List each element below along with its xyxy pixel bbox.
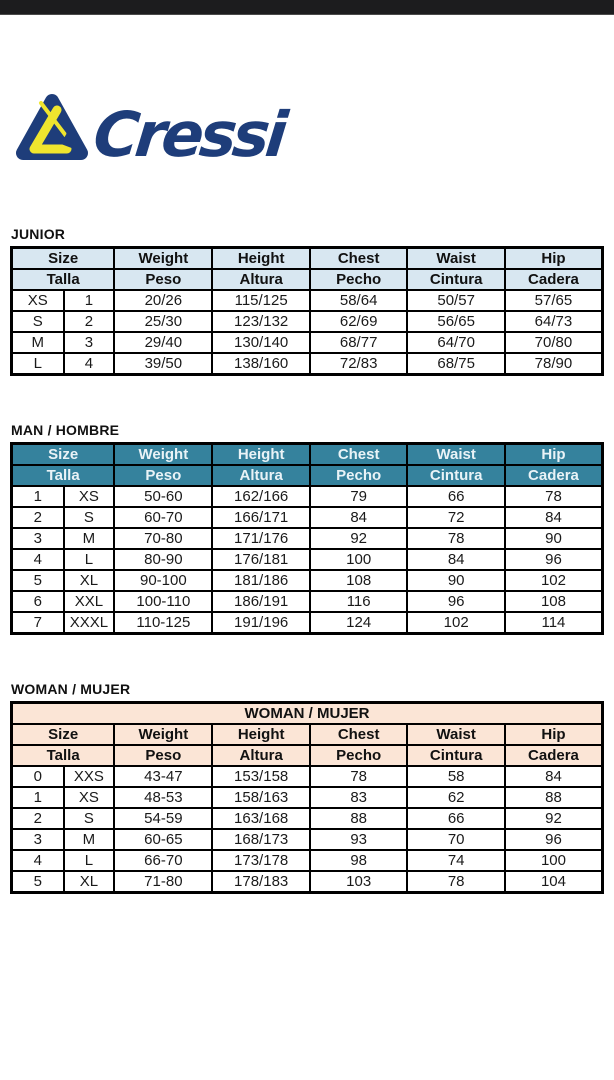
- table-cell: 68/75: [407, 353, 505, 375]
- table-cell: 0: [12, 766, 64, 787]
- table-cell: 162/166: [212, 486, 310, 507]
- table-cell: 84: [505, 766, 603, 787]
- table-cell: 7: [12, 612, 64, 634]
- table-cell: XL: [64, 570, 115, 591]
- table-cell: 88: [505, 787, 603, 808]
- table-row: [12, 507, 603, 528]
- table-cell: L: [64, 850, 115, 871]
- column-header-en: Height: [212, 724, 310, 745]
- table-cell: 103: [310, 871, 408, 893]
- section-woman: [10, 681, 604, 894]
- table-cell: 29/40: [114, 332, 212, 353]
- table-row: [12, 248, 603, 270]
- table-row: [12, 353, 603, 375]
- table-cell: 124: [310, 612, 408, 634]
- column-header-es: Pecho: [310, 465, 408, 486]
- table-row: [12, 766, 603, 787]
- table-cell: 115/125: [212, 290, 310, 311]
- woman-size-table: [10, 701, 604, 894]
- column-header-es: Pecho: [310, 745, 408, 766]
- table-row: [12, 290, 603, 311]
- table-row: [12, 787, 603, 808]
- table-cell: 104: [505, 871, 603, 893]
- table-cell: 93: [310, 829, 408, 850]
- column-header-en: Waist: [407, 724, 505, 745]
- table-cell: 178/183: [212, 871, 310, 893]
- table-cell: 168/173: [212, 829, 310, 850]
- table-cell: 4: [64, 353, 115, 375]
- column-header-en: Size: [12, 724, 115, 745]
- table-row: [12, 612, 603, 634]
- table-cell: 90-100: [114, 570, 212, 591]
- column-header-en: Size: [12, 444, 115, 466]
- table-cell: 92: [310, 528, 408, 549]
- table-cell: 70-80: [114, 528, 212, 549]
- table-row: [12, 591, 603, 612]
- table-cell: 80-90: [114, 549, 212, 570]
- man-size-table: [10, 442, 604, 635]
- table-cell: M: [12, 332, 64, 353]
- column-header-en: Weight: [114, 248, 212, 270]
- table-cell: XXS: [64, 766, 115, 787]
- cressi-logo-graphic: [11, 87, 331, 180]
- table-cell: 83: [310, 787, 408, 808]
- section-title-woman: WOMAN / MUJER: [11, 681, 131, 697]
- table-cell: 173/178: [212, 850, 310, 871]
- table-cell: XXXL: [64, 612, 115, 634]
- table-row: [12, 850, 603, 871]
- table-cell: 2: [12, 808, 64, 829]
- column-header-es: Peso: [114, 465, 212, 486]
- table-cell: 84: [407, 549, 505, 570]
- table-cell: 116: [310, 591, 408, 612]
- table-cell: 66-70: [114, 850, 212, 871]
- table-cell: 50/57: [407, 290, 505, 311]
- table-cell: XXL: [64, 591, 115, 612]
- table-cell: 110-125: [114, 612, 212, 634]
- table-cell: 72: [407, 507, 505, 528]
- table-cell: 39/50: [114, 353, 212, 375]
- table-cell: XS: [64, 486, 115, 507]
- table-cell: 96: [505, 549, 603, 570]
- table-cell: 96: [407, 591, 505, 612]
- column-header-en: Height: [212, 248, 310, 270]
- table-cell: 4: [12, 549, 64, 570]
- column-header-es: Talla: [12, 745, 115, 766]
- table-cell: 25/30: [114, 311, 212, 332]
- table-cell: 78: [310, 766, 408, 787]
- table-cell: 114: [505, 612, 603, 634]
- table-cell: 5: [12, 570, 64, 591]
- table-cell: 1: [12, 787, 64, 808]
- table-row: [12, 724, 603, 745]
- column-header-en: Hip: [505, 444, 603, 466]
- table-cell: 163/168: [212, 808, 310, 829]
- table-cell: 102: [407, 612, 505, 634]
- column-header-en: Size: [12, 248, 115, 270]
- table-row: [12, 549, 603, 570]
- table-cell: 100-110: [114, 591, 212, 612]
- table-cell: L: [64, 549, 115, 570]
- table-cell: 66: [407, 486, 505, 507]
- table-cell: 4: [12, 850, 64, 871]
- table-cell: 70/80: [505, 332, 603, 353]
- table-cell: XS: [64, 787, 115, 808]
- table-cell: 43-47: [114, 766, 212, 787]
- table-cell: S: [64, 507, 115, 528]
- table-cell: 58: [407, 766, 505, 787]
- table-row: [12, 465, 603, 486]
- table-cell: 50-60: [114, 486, 212, 507]
- table-cell: L: [12, 353, 64, 375]
- table-cell: 60-65: [114, 829, 212, 850]
- table-cell: 58/64: [310, 290, 408, 311]
- table-row: [12, 829, 603, 850]
- table-cell: 1: [64, 290, 115, 311]
- column-header-es: Cintura: [407, 745, 505, 766]
- section-man: [10, 422, 604, 635]
- logo-wordmark: Cressi: [90, 98, 287, 171]
- table-cell: 3: [64, 332, 115, 353]
- table-row: [12, 311, 603, 332]
- column-header-en: Weight: [114, 724, 212, 745]
- woman-size-table-slot: [10, 701, 604, 894]
- column-header-en: Hip: [505, 248, 603, 270]
- table-cell: 100: [505, 850, 603, 871]
- table-cell: 78: [505, 486, 603, 507]
- column-header-en: Height: [212, 444, 310, 466]
- table-title-row: WOMAN / MUJER: [12, 703, 603, 725]
- table-cell: 90: [407, 570, 505, 591]
- table-cell: 92: [505, 808, 603, 829]
- table-cell: 54-59: [114, 808, 212, 829]
- column-header-en: Waist: [407, 444, 505, 466]
- table-cell: 166/171: [212, 507, 310, 528]
- table-cell: 2: [12, 507, 64, 528]
- table-cell: 78/90: [505, 353, 603, 375]
- table-cell: 158/163: [212, 787, 310, 808]
- column-header-es: Cadera: [505, 745, 603, 766]
- table-cell: S: [12, 311, 64, 332]
- column-header-es: Peso: [114, 745, 212, 766]
- table-cell: 62: [407, 787, 505, 808]
- table-cell: 64/70: [407, 332, 505, 353]
- table-cell: 98: [310, 850, 408, 871]
- junior-size-table: [10, 246, 604, 376]
- table-cell: 88: [310, 808, 408, 829]
- table-cell: 60-70: [114, 507, 212, 528]
- table-cell: 102: [505, 570, 603, 591]
- table-cell: 79: [310, 486, 408, 507]
- table-cell: 56/65: [407, 311, 505, 332]
- table-cell: 90: [505, 528, 603, 549]
- junior-size-table-slot: [10, 246, 604, 376]
- table-cell: 57/65: [505, 290, 603, 311]
- table-cell: 108: [310, 570, 408, 591]
- table-cell: 84: [310, 507, 408, 528]
- section-title-junior: JUNIOR: [11, 226, 66, 242]
- cressi-logo: [11, 87, 331, 180]
- table-cell: 70: [407, 829, 505, 850]
- table-cell: M: [64, 528, 115, 549]
- table-cell: 181/186: [212, 570, 310, 591]
- table-cell: 6: [12, 591, 64, 612]
- column-header-en: Chest: [310, 724, 408, 745]
- table-row: [12, 745, 603, 766]
- table-cell: 72/83: [310, 353, 408, 375]
- table-row: [12, 808, 603, 829]
- table-cell: 62/69: [310, 311, 408, 332]
- table-cell: 66: [407, 808, 505, 829]
- column-header-en: Chest: [310, 444, 408, 466]
- table-row: [12, 269, 603, 290]
- table-cell: 3: [12, 528, 64, 549]
- table-row: [12, 486, 603, 507]
- table-cell: M: [64, 829, 115, 850]
- table-cell: 20/26: [114, 290, 212, 311]
- table-cell: 191/196: [212, 612, 310, 634]
- table-cell: 68/77: [310, 332, 408, 353]
- column-header-es: Altura: [212, 465, 310, 486]
- table-cell: 74: [407, 850, 505, 871]
- table-row: [12, 444, 603, 466]
- table-cell: 71-80: [114, 871, 212, 893]
- table-cell: 96: [505, 829, 603, 850]
- column-header-es: Cintura: [407, 465, 505, 486]
- table-cell: 3: [12, 829, 64, 850]
- table-cell: 2: [64, 311, 115, 332]
- table-cell: 5: [12, 871, 64, 893]
- section-junior: [10, 226, 604, 376]
- table-cell: 186/191: [212, 591, 310, 612]
- man-size-table-slot: [10, 442, 604, 635]
- column-header-es: Altura: [212, 745, 310, 766]
- column-header-es: Cadera: [505, 465, 603, 486]
- column-header-en: Waist: [407, 248, 505, 270]
- table-cell: 123/132: [212, 311, 310, 332]
- column-header-es: Peso: [114, 269, 212, 290]
- table-cell: 64/73: [505, 311, 603, 332]
- table-cell: 48-53: [114, 787, 212, 808]
- section-title-man: MAN / HOMBRE: [11, 422, 120, 438]
- column-header-en: Weight: [114, 444, 212, 466]
- table-cell: XS: [12, 290, 64, 311]
- table-cell: 100: [310, 549, 408, 570]
- table-cell: 138/160: [212, 353, 310, 375]
- column-header-es: Cadera: [505, 269, 603, 290]
- table-cell: 78: [407, 871, 505, 893]
- column-header-es: Talla: [12, 465, 115, 486]
- table-row: [12, 570, 603, 591]
- table-cell: 176/181: [212, 549, 310, 570]
- table-cell: 171/176: [212, 528, 310, 549]
- table-cell: 84: [505, 507, 603, 528]
- column-header-es: Talla: [12, 269, 115, 290]
- column-header-es: Pecho: [310, 269, 408, 290]
- table-cell: 1: [12, 486, 64, 507]
- column-header-es: Altura: [212, 269, 310, 290]
- column-header-en: Hip: [505, 724, 603, 745]
- table-cell: XL: [64, 871, 115, 893]
- table-cell: 130/140: [212, 332, 310, 353]
- column-header-en: Chest: [310, 248, 408, 270]
- table-cell: S: [64, 808, 115, 829]
- table-cell: 153/158: [212, 766, 310, 787]
- table-cell: 78: [407, 528, 505, 549]
- table-cell: 108: [505, 591, 603, 612]
- table-row: [12, 332, 603, 353]
- table-row: [12, 871, 603, 893]
- top-status-bar: [0, 0, 614, 15]
- column-header-es: Cintura: [407, 269, 505, 290]
- table-row: [12, 528, 603, 549]
- table-row: [12, 703, 603, 725]
- page-content: [0, 87, 614, 894]
